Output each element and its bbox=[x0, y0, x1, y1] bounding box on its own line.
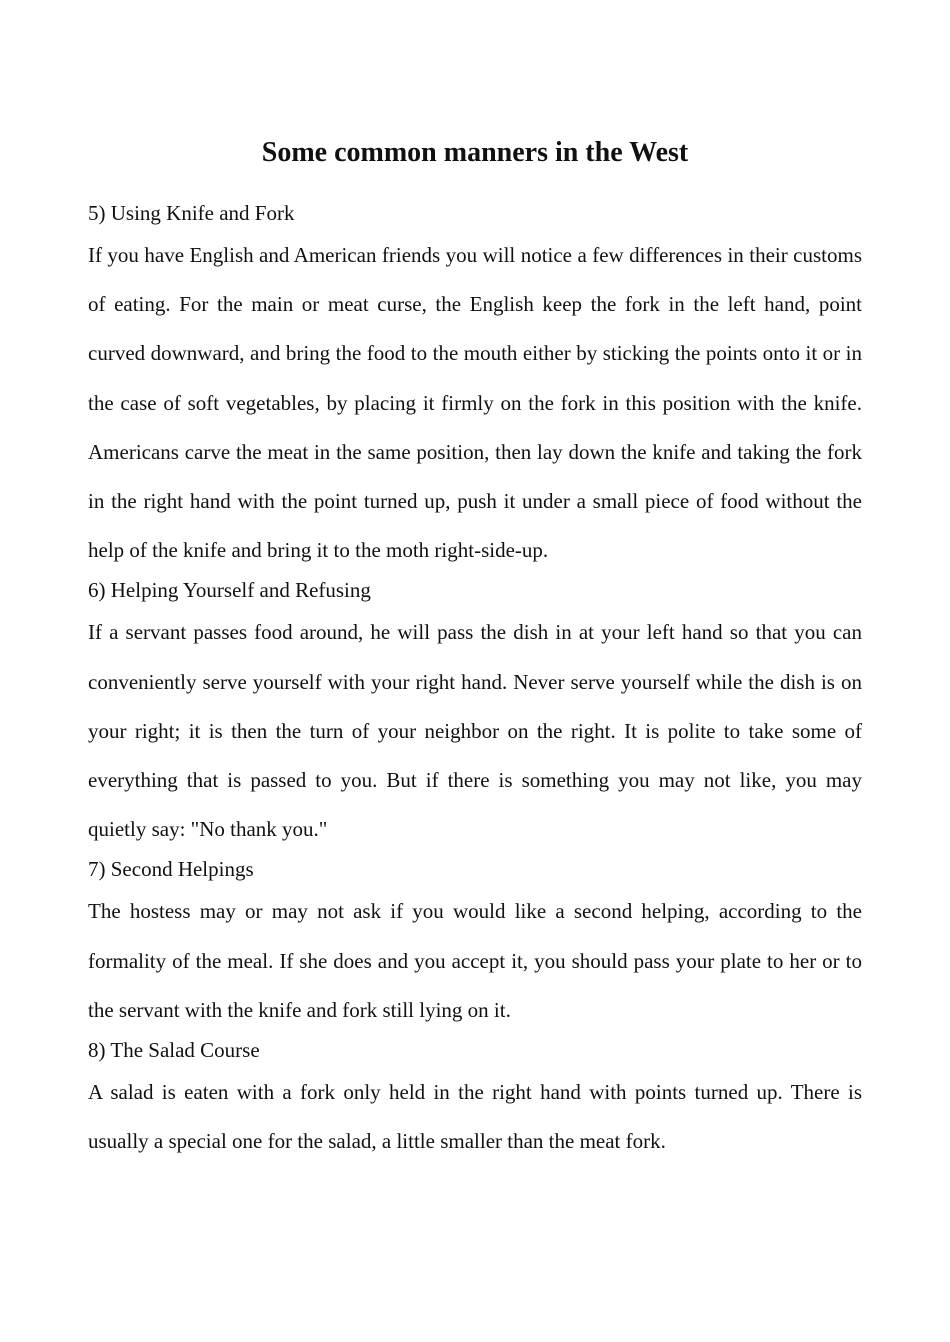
document-title: Some common manners in the West bbox=[261, 137, 689, 168]
section-heading: 6) Helping Yourself and Refusing bbox=[88, 578, 371, 603]
section-heading: 8) The Salad Course bbox=[88, 1038, 260, 1063]
section-using-knife-and-fork bbox=[88, 195, 862, 575]
section-paragraph: A salad is eaten with a fork only held in the right hand with points turned up. There is usually a special one for the salad, a little smaller than the meat fork. bbox=[88, 1080, 862, 1154]
section-paragraph: If you have English and American friends you will notice a few differences in their customs of eating. For the main or meat curse, the English keep the fork in the left hand, point curved downward, and bring the food to the mouth either by sticking the points onto it or in the case of soft vegetables, by placing it firmly on the fork in this position with the knife. Americans carve the meat in the same position, then lay down the knife and taking the fork in the right hand with the point turned up, push it under a small piece of food without the help of the knife and bring it to the moth right-side-up. bbox=[88, 243, 862, 563]
section-paragraph: The hostess may or may not ask if you would like a second helping, according to the formality of the meal. If she does and you accept it, you should pass your plate to her or to the servant with the knife and fork still lying on it. bbox=[88, 899, 862, 1022]
section-paragraph: If a servant passes food around, he will pass the dish in at your left hand so that you can conveniently serve yourself with your right hand. Never serve yourself while the dish is on your right; it is then the turn of your neighbor on the right. It is polite to take some of everything that is passed to you. But if there is something you may not like, you may quietly say: "No thank you." bbox=[88, 620, 862, 842]
section-heading: 7) Second Helpings bbox=[88, 857, 254, 882]
section-second-helpings bbox=[88, 851, 862, 1035]
section-helping-yourself bbox=[88, 572, 862, 854]
section-heading: 5) Using Knife and Fork bbox=[88, 201, 295, 225]
document-body bbox=[88, 195, 862, 1163]
section-salad-course bbox=[88, 1032, 862, 1166]
